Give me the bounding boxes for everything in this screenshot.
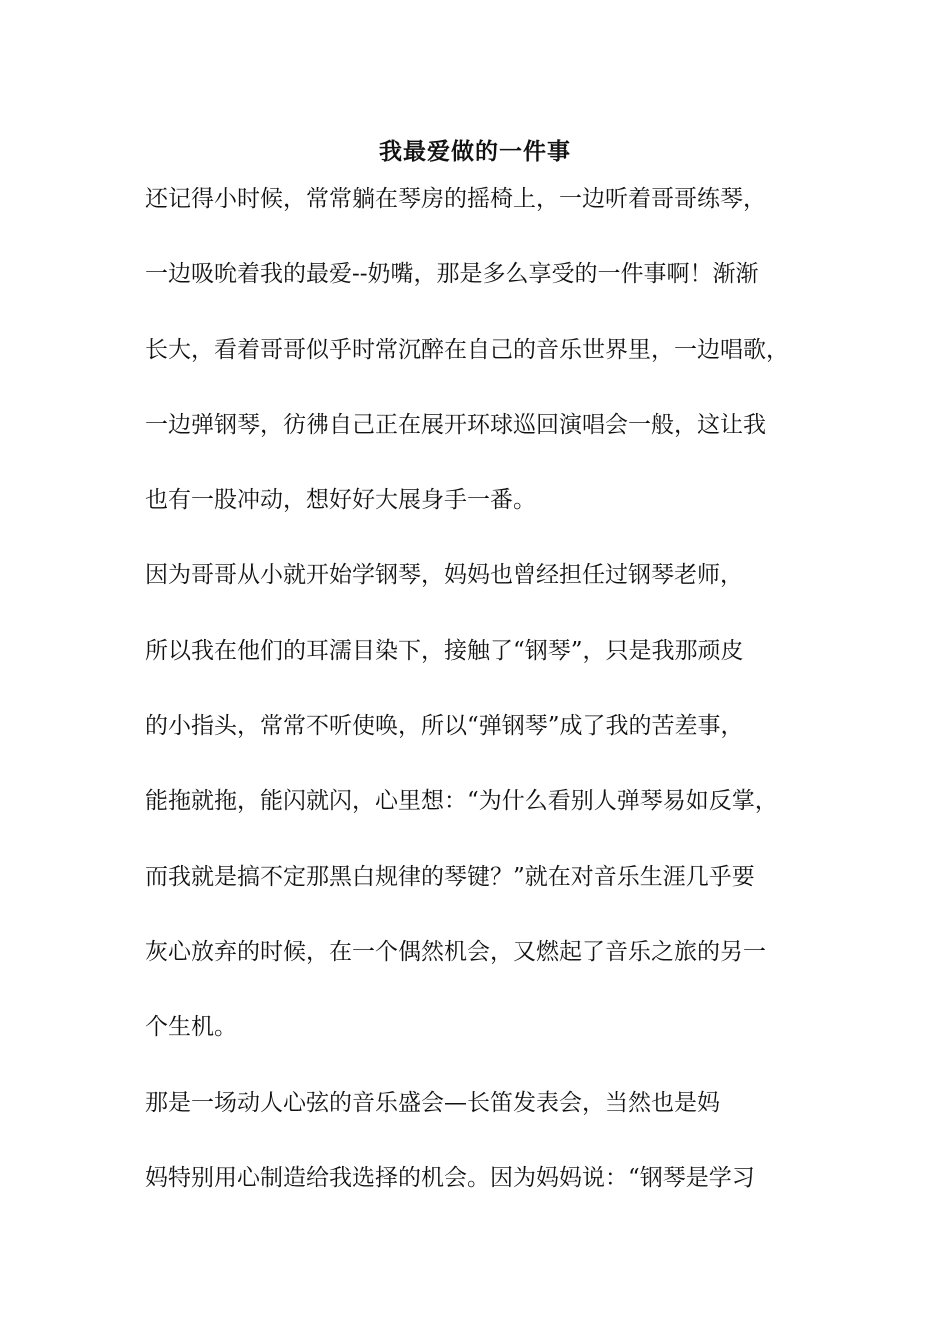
text-line: 的小指头，常常不听使唤，所以“弹钢琴”成了我的苦差事， (145, 713, 744, 739)
document-title: 我最爱做的一件事 (379, 138, 571, 165)
text-line: 而我就是搞不定那黑白规律的琴键？”就在对音乐生涯几乎要 (145, 864, 755, 890)
text-line: 个生机。 (145, 1014, 237, 1040)
text-line: 一边弹钢琴，彷彿自己正在展开环球巡回演唱会一般，这让我 (145, 412, 766, 438)
text-line: 一边吸吮着我的最爱--奶嘴，那是多么享受的一件事啊！渐渐 (145, 261, 759, 287)
text-line: 灰心放弃的时候，在一个偶然机会，又燃起了音乐之旅的另一 (145, 939, 766, 965)
text-line: 还记得小时候，常常躺在琴房的摇椅上，一边听着哥哥练琴， (145, 186, 766, 212)
text-line: 所以我在他们的耳濡目染下，接触了“钢琴”，只是我那顽皮 (145, 638, 744, 664)
text-line: 能拖就拖，能闪就闪，心里想：“为什么看别人弹琴易如反掌， (145, 788, 778, 814)
text-line: 因为哥哥从小就开始学钢琴，妈妈也曾经担任过钢琴老师， (145, 562, 743, 588)
text-line: 也有一股冲动，想好好大展身手一番。 (145, 487, 536, 513)
text-line: 妈特别用心制造给我选择的机会。因为妈妈说：“钢琴是学习 (145, 1165, 755, 1191)
text-line: 那是一场动人心弦的音乐盛会—长笛发表会，当然也是妈 (145, 1090, 720, 1116)
text-line: 长大，看着哥哥似乎时常沉醉在自己的音乐世界里，一边唱歌， (145, 337, 789, 363)
